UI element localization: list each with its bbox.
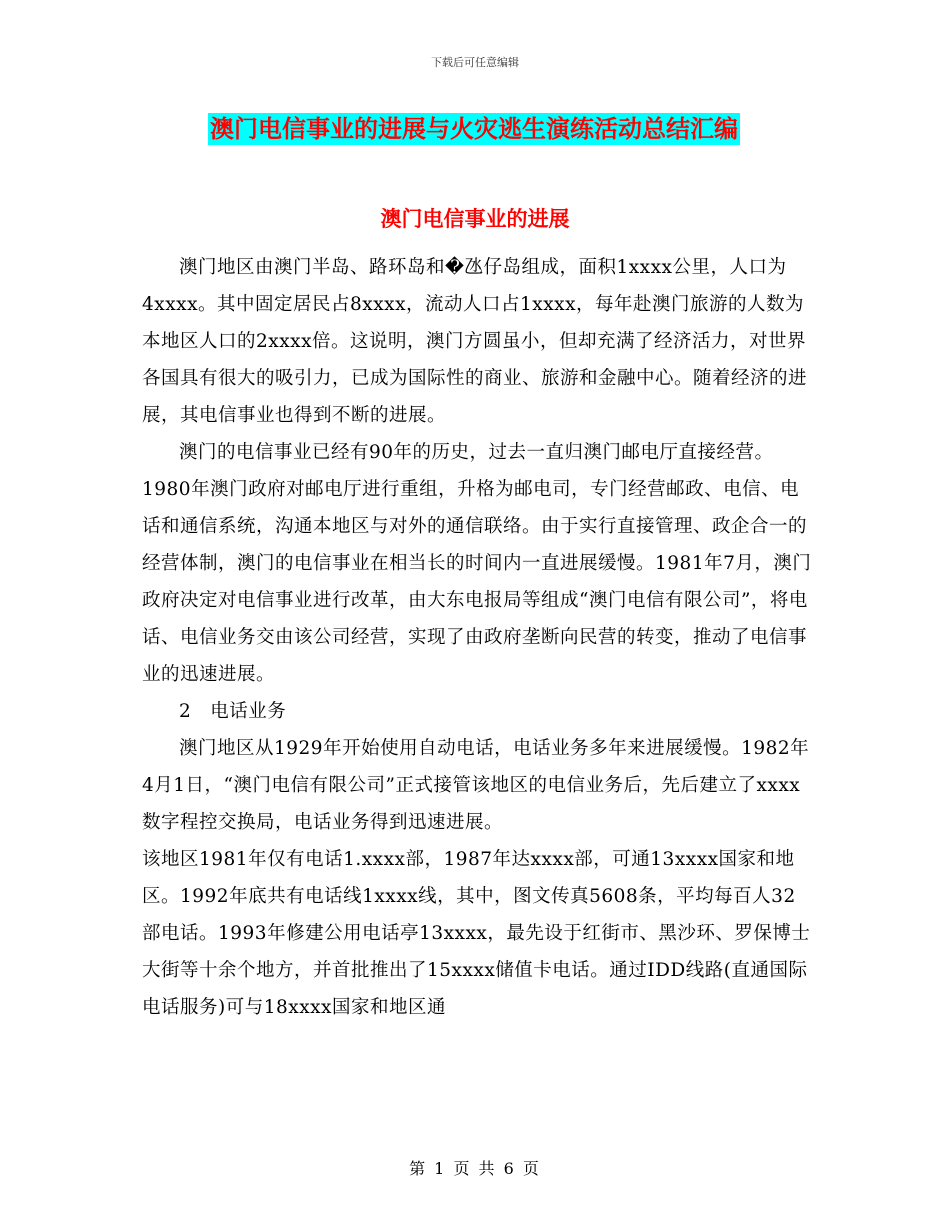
document-title: 澳门电信事业的进展与火灾逃生演练活动总结汇编 [210,115,738,143]
paragraph-telephone-service: 澳门地区从1929年开始使用自动电话，电话业务多年来进展缓慢。1982年4月1日，“澳门电信有限公司”正式接管该地区的电信业务后，先后建立了xxxx数字程控交换局，电话业务得到迅速进展。 [142,738,810,833]
page-number-footer: 第 1 页 共 6 页 [409,1159,541,1178]
paragraph-history: 澳门的电信事业已经有90年的历史，过去一直归澳门邮电厅直接经营。1980年澳门政府对邮电厅进行重组，升格为邮电司，专门经营邮政、电信、电话和通信系统，沟通本地区与对外的通信联络。由于实行直接管理、政企合一的经营体制，澳门的电信事业在相当长的时间内一直进展缓慢。1981年7月，澳门政府决定对电信事业进行改革，由大东电报局等组成“澳门电信有限公司”，将电话、电信业务交由该公司经营，实现了由政府垄断向民营的转变，推动了电信事业的迅速进展。 [142,442,812,685]
paragraph-intro: 澳门地区由澳门半岛、路环岛和�氹仔岛组成，面积1xxxx公里，人口为4xxxx。其中固定居民占8xxxx，流动人口占1xxxx，每年赴澳门旅游的人数为本地区人口的2xxxx倍。这说明，澳门方圆虽小，但却充满了经济活力，对世界各国具有很大的吸引力，已成为国际性的商业、旅游和金融中心。随着经济的进展，其电信事业也得到不断的进展。 [142,257,808,426]
document-body [142,249,812,1026]
page-header-note: 下载后可任意编辑 [431,56,519,69]
subheading-telephone-service: 2 电话业务 [179,701,287,722]
section-title: 澳门电信事业的进展 [380,207,570,231]
paragraph-telephone-stats: 该地区1981年仅有电话1.xxxx部，1987年达xxxx部，可通13xxxx国家和地区。1992年底共有电话线1xxxx线，其中，图文传真5608条，平均每百人32部电话。1993年修建公用电话亭13xxxx，最先设于红街市、黑沙环、罗保博士大街等十余个地方，并首批推出了15xxxx储值卡电话。通过IDD线路(直通国际电话服务)可与18xxxx国家和地区通 [142,849,811,1018]
